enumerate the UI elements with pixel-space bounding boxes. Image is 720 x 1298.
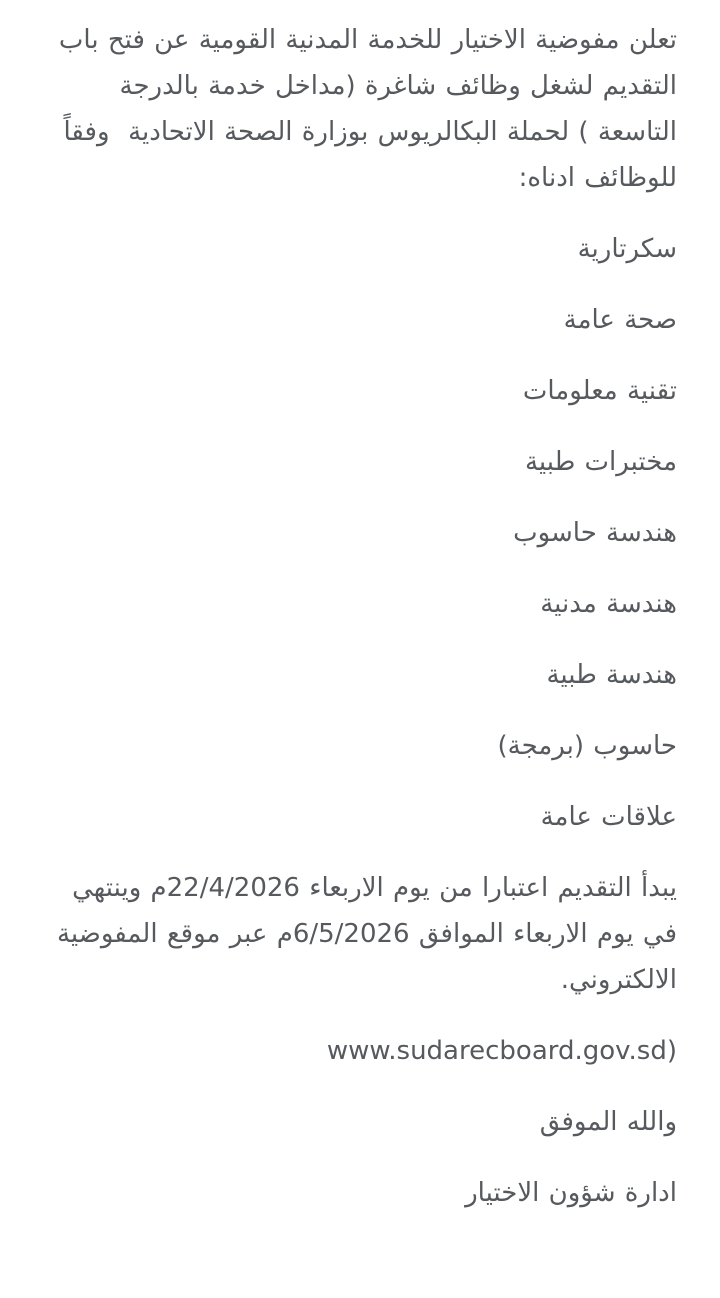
job-item-information-technology: تقنية معلومات — [522, 376, 677, 406]
job-item-computer-programming: حاسوب (برمجة) — [497, 731, 677, 761]
job-item-public-relations: علاقات عامة — [540, 802, 677, 832]
signature-department: ادارة شؤون الاختيار — [465, 1178, 677, 1208]
job-item-secretarial: سكرتارية — [577, 234, 677, 264]
closing-phrase: والله الموفق — [539, 1107, 677, 1137]
job-item-public-health: صحة عامة — [563, 305, 677, 335]
job-item-medical-engineering: هندسة طبية — [546, 660, 677, 690]
website-url: (www.sudarecboard.gov.sd — [326, 1036, 677, 1066]
application-dates-paragraph: يبدأ التقديم اعتبارا من يوم الاربعاء 22/4/2026م وينتهي في يوم الاربعاء الموافق 6/5/2026م عبر موقع المفوضية الالكتروني. — [47, 873, 677, 995]
job-item-medical-laboratories: مختبرات طبية — [524, 447, 677, 477]
announcement-intro: تعلن مفوضية الاختيار للخدمة المدنية القومية عن فتح باب التقديم لشغل وظائف شاغرة (مداخل خدمة بالدرجة التاسعة ) لحملة البكالريوس بوزارة الصحة الاتحادية وفقاً للوظائف ادناه: — [49, 25, 677, 193]
job-item-civil-engineering: هندسة مدنية — [540, 589, 677, 619]
job-item-computer-engineering: هندسة حاسوب — [513, 518, 677, 548]
